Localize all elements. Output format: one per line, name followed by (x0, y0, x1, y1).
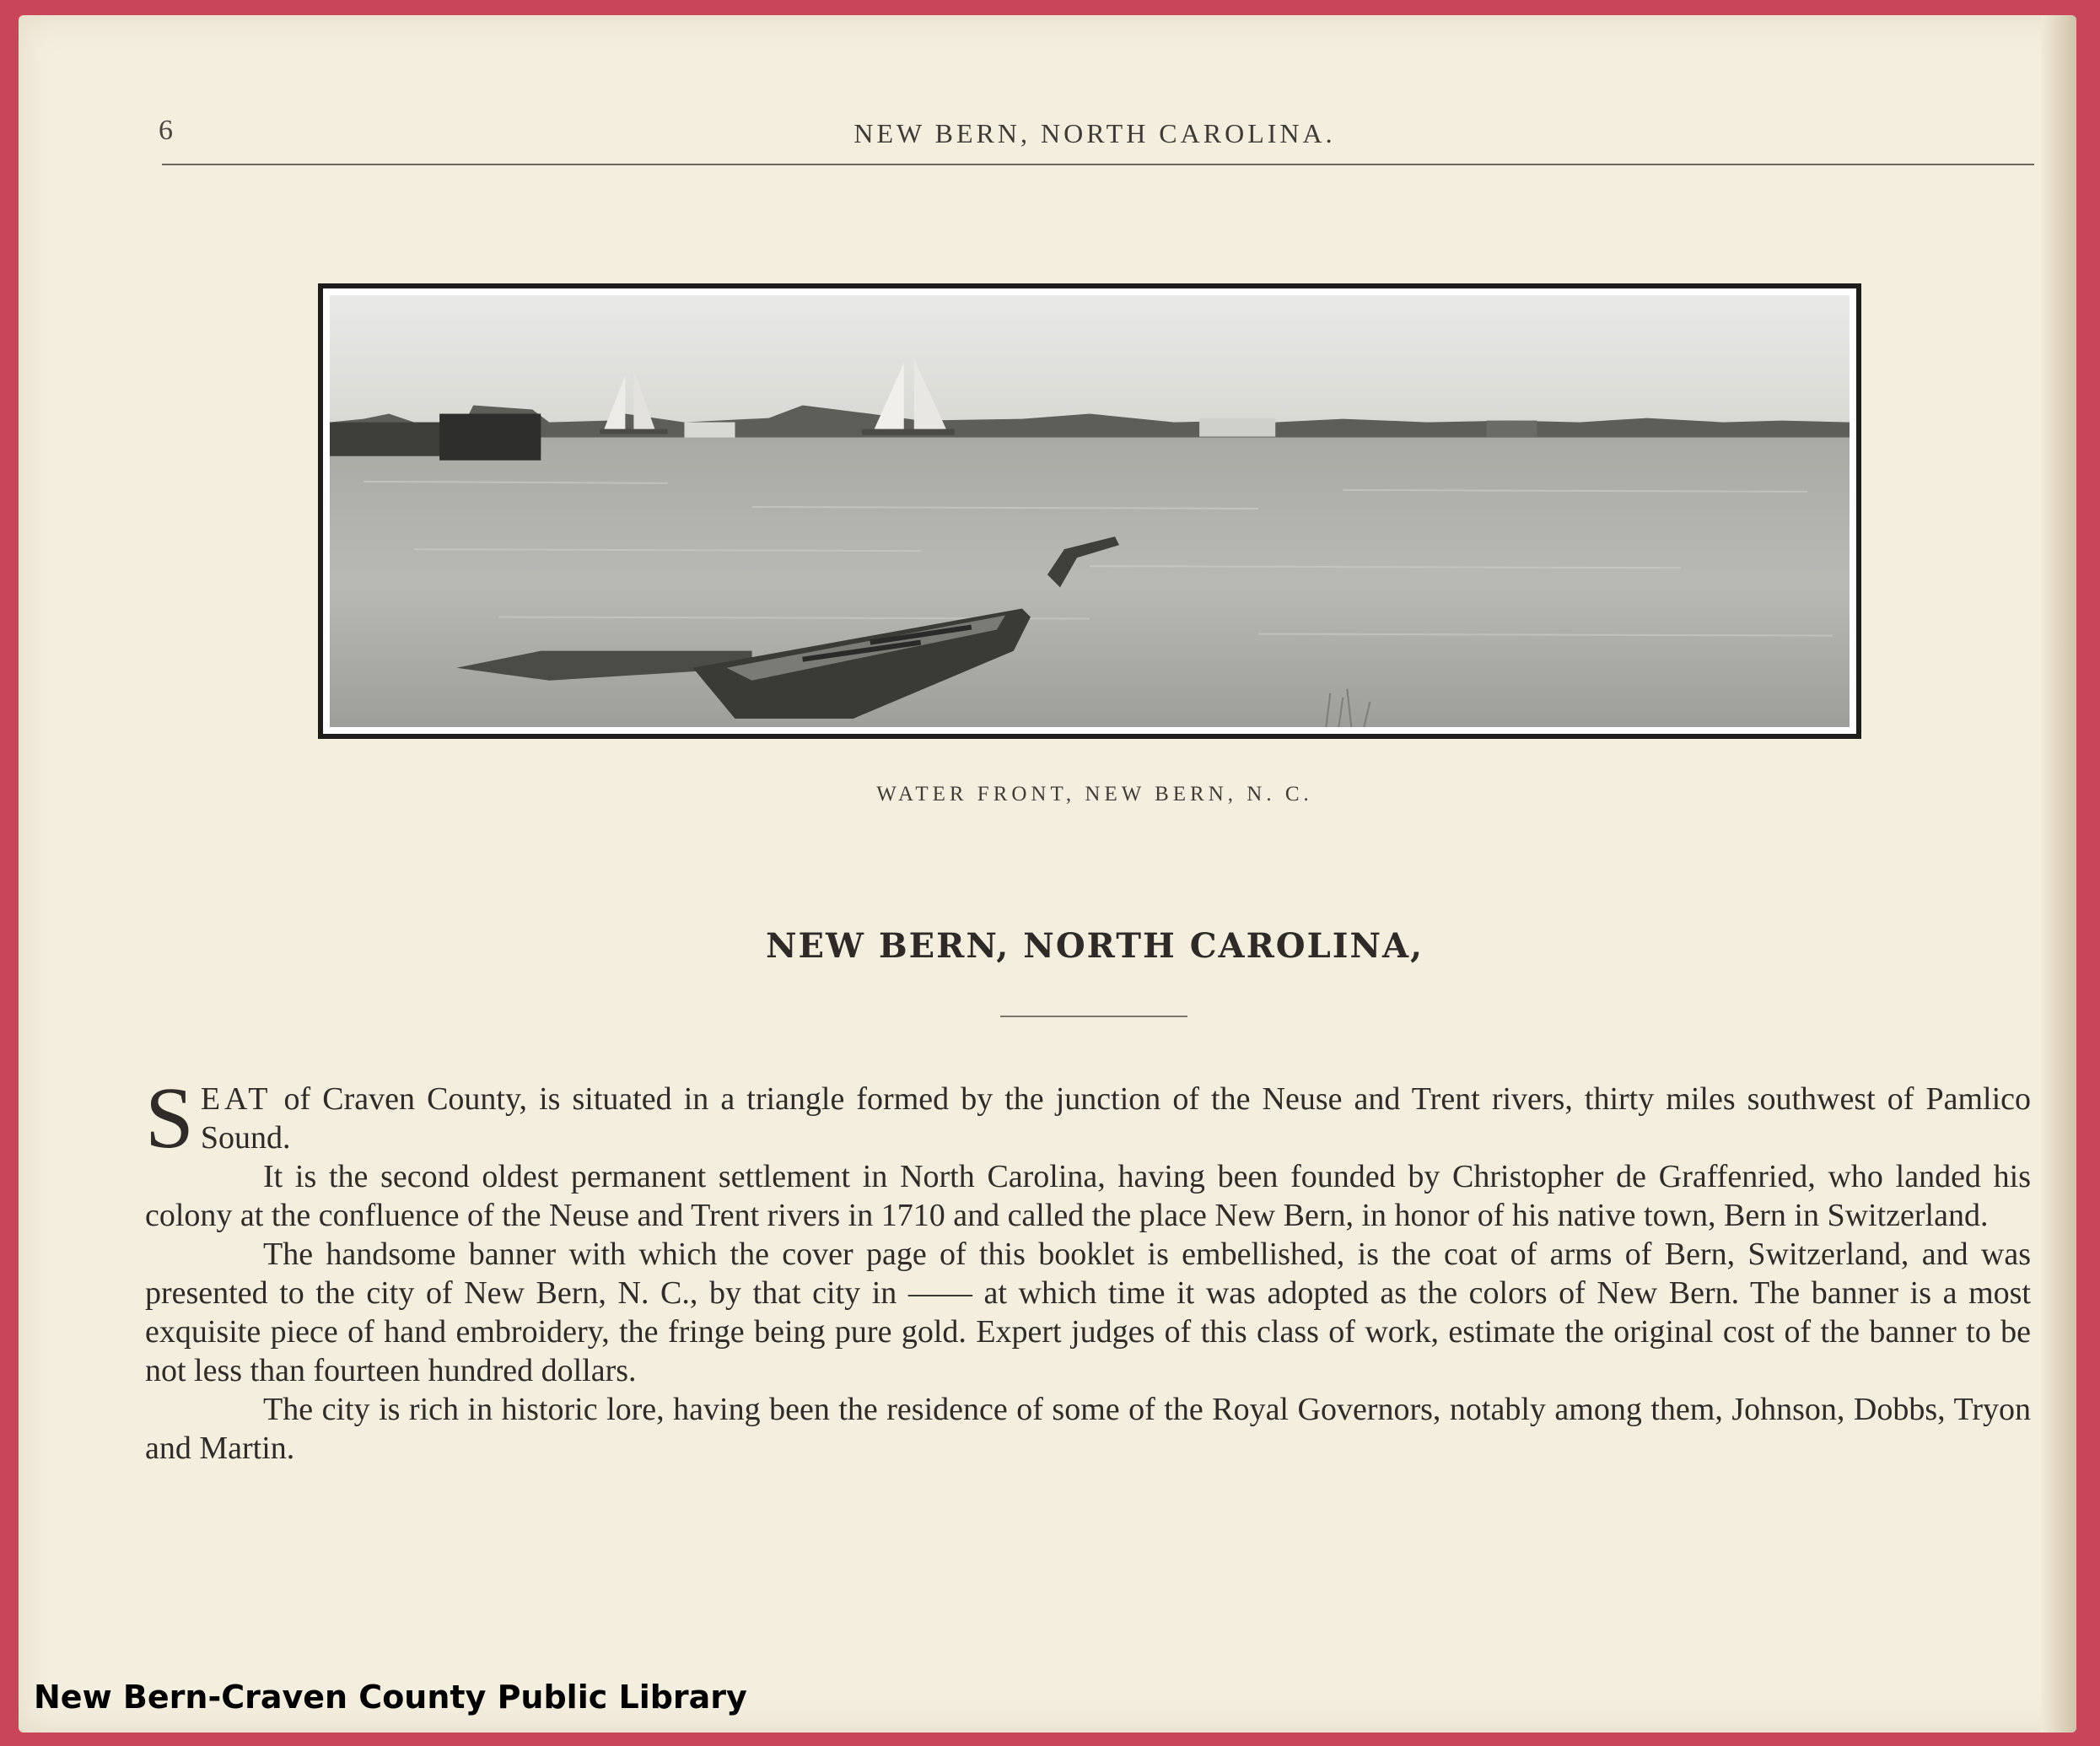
paragraph-2: It is the second oldest permanent settlement in North Carolina, having been founded by Christopher de Graffenried, who landed his colony at the confluence of the Neuse and Trent rivers in 1710 and called the place New Bern, in honor of his native town, Bern in Switzerland. (145, 1159, 2031, 1233)
paragraph-4: The city is rich in historic lore, having been the residence of some of the Royal Governors, notably among them, Johnson, Dobbs, Tryon and Martin. (145, 1392, 2031, 1466)
book-page (19, 15, 2076, 1733)
waterfront-photo (318, 283, 1861, 739)
waterfront-photo-image (330, 295, 1850, 727)
first-word-rest: EAT (200, 1081, 272, 1117)
paragraph-1 (145, 1070, 2031, 1167)
paragraph-1-text: of Craven County, is situated in a triangle formed by the junction of the Neuse and Trent rivers, thirty miles southwest of Pamlico Sound. (200, 1081, 2031, 1156)
paragraph-3: The handsome banner with which the cover page of this booklet is embellished, is the coat of arms of Bern, Switzerland, and was presented to the city of New Bern, N. C., by that city in —— at which time it was adopted as the colors of New Bern. The banner is a most exquisite piece of hand embroidery, the fringe being pure gold. Expert judges of this class of work, estimate the original cost of the banner to be not less than fourteen hundred dollars. (145, 1237, 2031, 1388)
library-watermark-label: New Bern-Craven County Public Library (34, 1679, 747, 1716)
photo-caption: WATER FRONT, NEW BERN, N. C. (876, 783, 1313, 806)
page-number: 6 (159, 115, 173, 146)
article-body (145, 1070, 2031, 1468)
page-gutter (2041, 15, 2076, 1733)
running-head: NEW BERN, NORTH CAROLINA. (853, 118, 1336, 148)
article-title: NEW BERN, NORTH CAROLINA, (765, 926, 1424, 966)
title-rule (1000, 1016, 1187, 1017)
header-rule (162, 164, 2034, 165)
drop-cap: S (145, 1070, 194, 1167)
